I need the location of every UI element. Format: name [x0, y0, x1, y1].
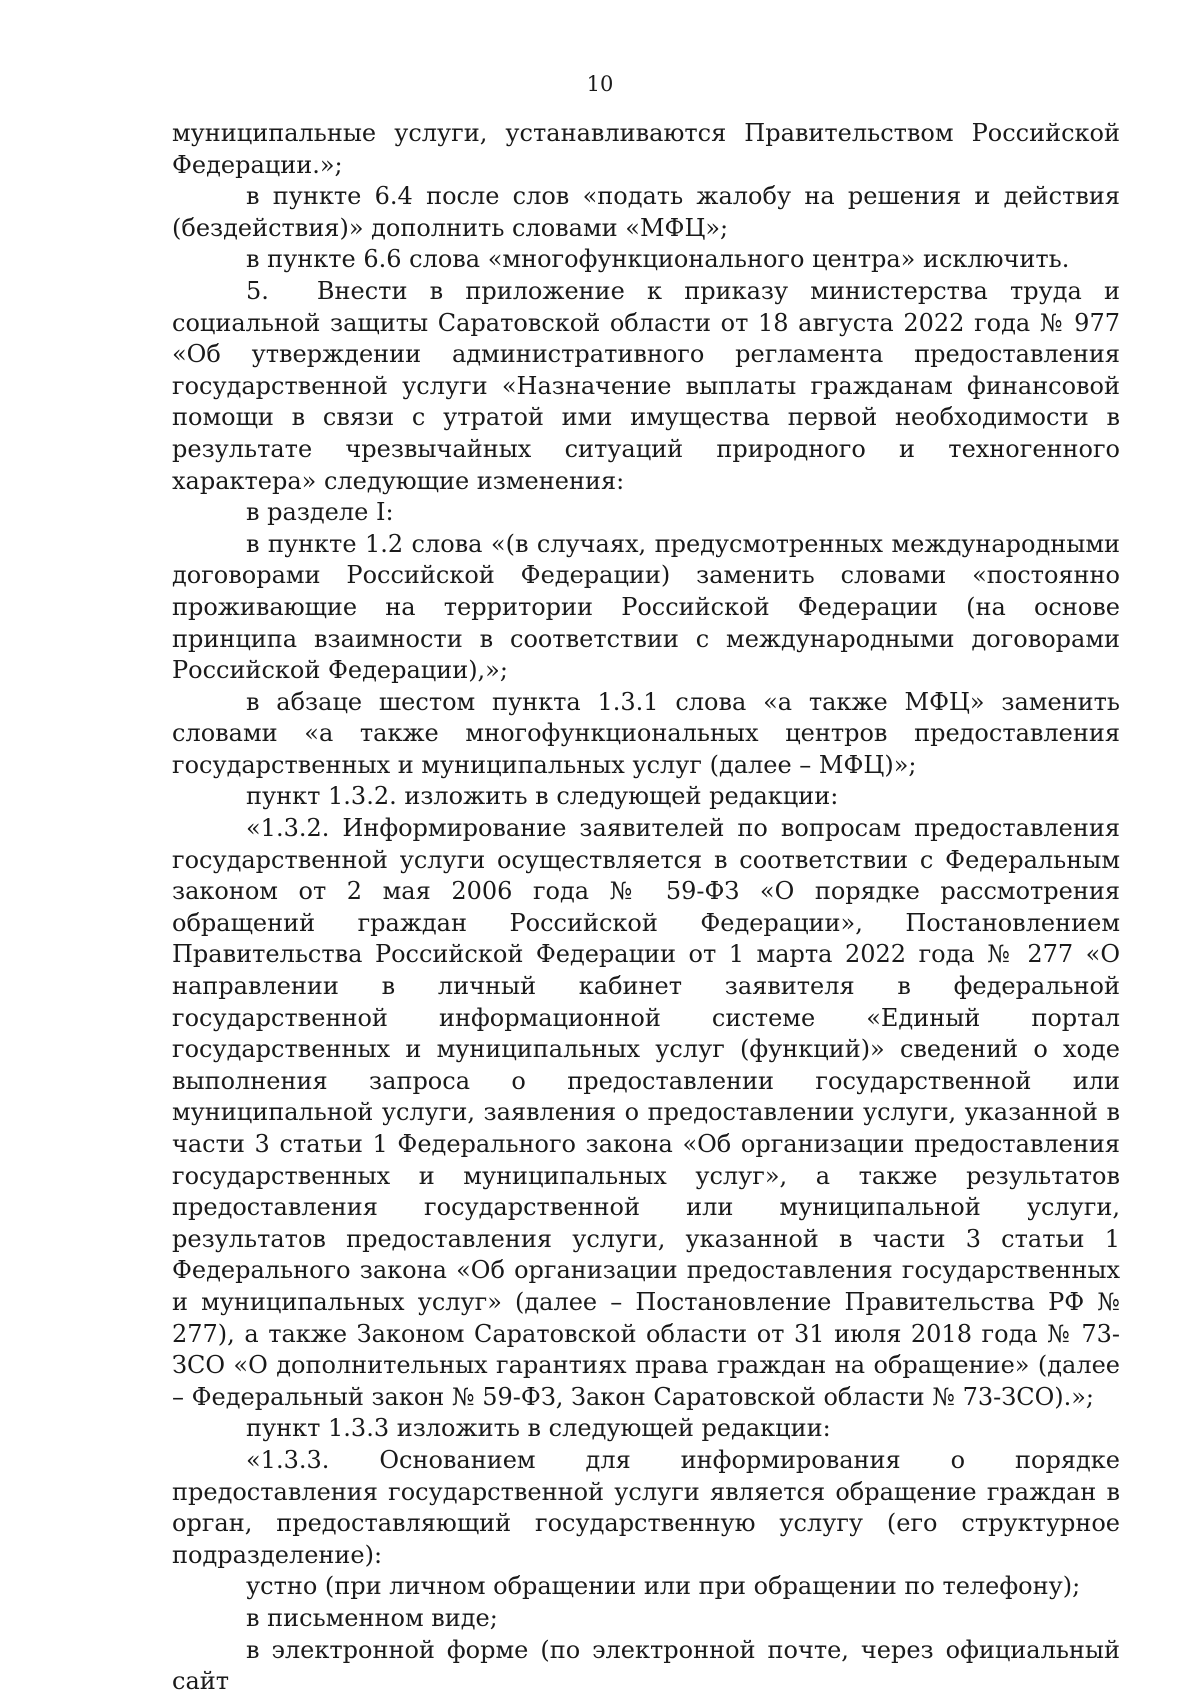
document-body	[172, 118, 1120, 1698]
paragraph: в электронной форме (по электронной почте, через официальный сайт	[172, 1635, 1120, 1696]
paragraph: в пункте 6.4 после слов «подать жалобу на решения и действия (бездействия)» дополнить словами «МФЦ»;	[172, 182, 1120, 242]
paragraph: 5. Внести в приложение к приказу министерства труда и социальной защиты Саратовской области от 18 августа 2022 года № 977 «Об утверждении административного регламента предоставления государственной услуги «Назначение выплаты гражданам финансовой помощи в связи с утратой ими имущества первой необходимости в результате чрезвычайных ситуаций природного и техногенного характера» следующие изменения:	[172, 276, 1120, 495]
paragraph: в абзаце шестом пункта 1.3.1 слова «а также МФЦ» заменить словами «а также многофункциональных центров предоставления государственных и муниципальных услуг (далее – МФЦ)»;	[172, 687, 1120, 779]
paragraph: муниципальные услуги, устанавливаются Правительством Российской Федерации.»;	[172, 119, 1120, 179]
page-number: 10	[586, 72, 614, 96]
paragraph: «1.3.2. Информирование заявителей по вопросам предоставления государственной услуги осуществляется в соответствии с Федеральным законом от 2 мая 2006 года № 59-ФЗ «О порядке рассмотрения обращений граждан Российской Федерации», Постановлением Правительства Российской Федерации от 1 марта 2022 года № 277 «О направлении в личный кабинет заявителя в федеральной государственной информационной системе «Единый портал государственных и муниципальных услуг (функций)» сведений о ходе выполнения запроса о предоставлении государственной или муниципальной услуги, заявления о предоставлении услуги, указанной в части 3 статьи 1 Федерального закона «Об организации предоставления государственных и муниципальных услуг», а также результатов предоставления государственной или муниципальной услуги, результатов предоставления услуги, указанной в части 3 статьи 1 Федерального закона «Об организации предоставления государственных и муниципальных услуг» (далее – Постановление Правительства РФ № 277), а также Законом Саратовской области от 31 июля 2018 года № 73-ЗСО «О дополнительных гарантиях права граждан на обращение» (далее – Федеральный закон № 59-ФЗ, Закон Саратовской области № 73-ЗСО).»;	[172, 814, 1120, 1411]
paragraph: «1.3.3. Основанием для информирования о порядке предоставления государственной услуги является обращение граждан в орган, предоставляющий государственную услугу (его структурное подразделение):	[172, 1445, 1120, 1569]
paragraph: пункт 1.3.3 изложить в следующей редакции:	[246, 1414, 831, 1443]
paragraph: пункт 1.3.2. изложить в следующей редакции:	[246, 782, 839, 811]
paragraph: устно (при личном обращении или при обращении по телефону);	[246, 1572, 1081, 1601]
paragraph: в письменном виде;	[246, 1603, 498, 1632]
paragraph: в пункте 1.2 слова «(в случаях, предусмотренных международными договорами Российской Федерации) заменить словами «постоянно проживающие на территории Российской Федерации (на основе принципа взаимности в соответствии с международными договорами Российской Федерации),»;	[172, 529, 1120, 685]
paragraph: в пункте 6.6 слова «многофункционального центра» исключить.	[246, 245, 1070, 274]
paragraph: в разделе I:	[246, 498, 394, 527]
